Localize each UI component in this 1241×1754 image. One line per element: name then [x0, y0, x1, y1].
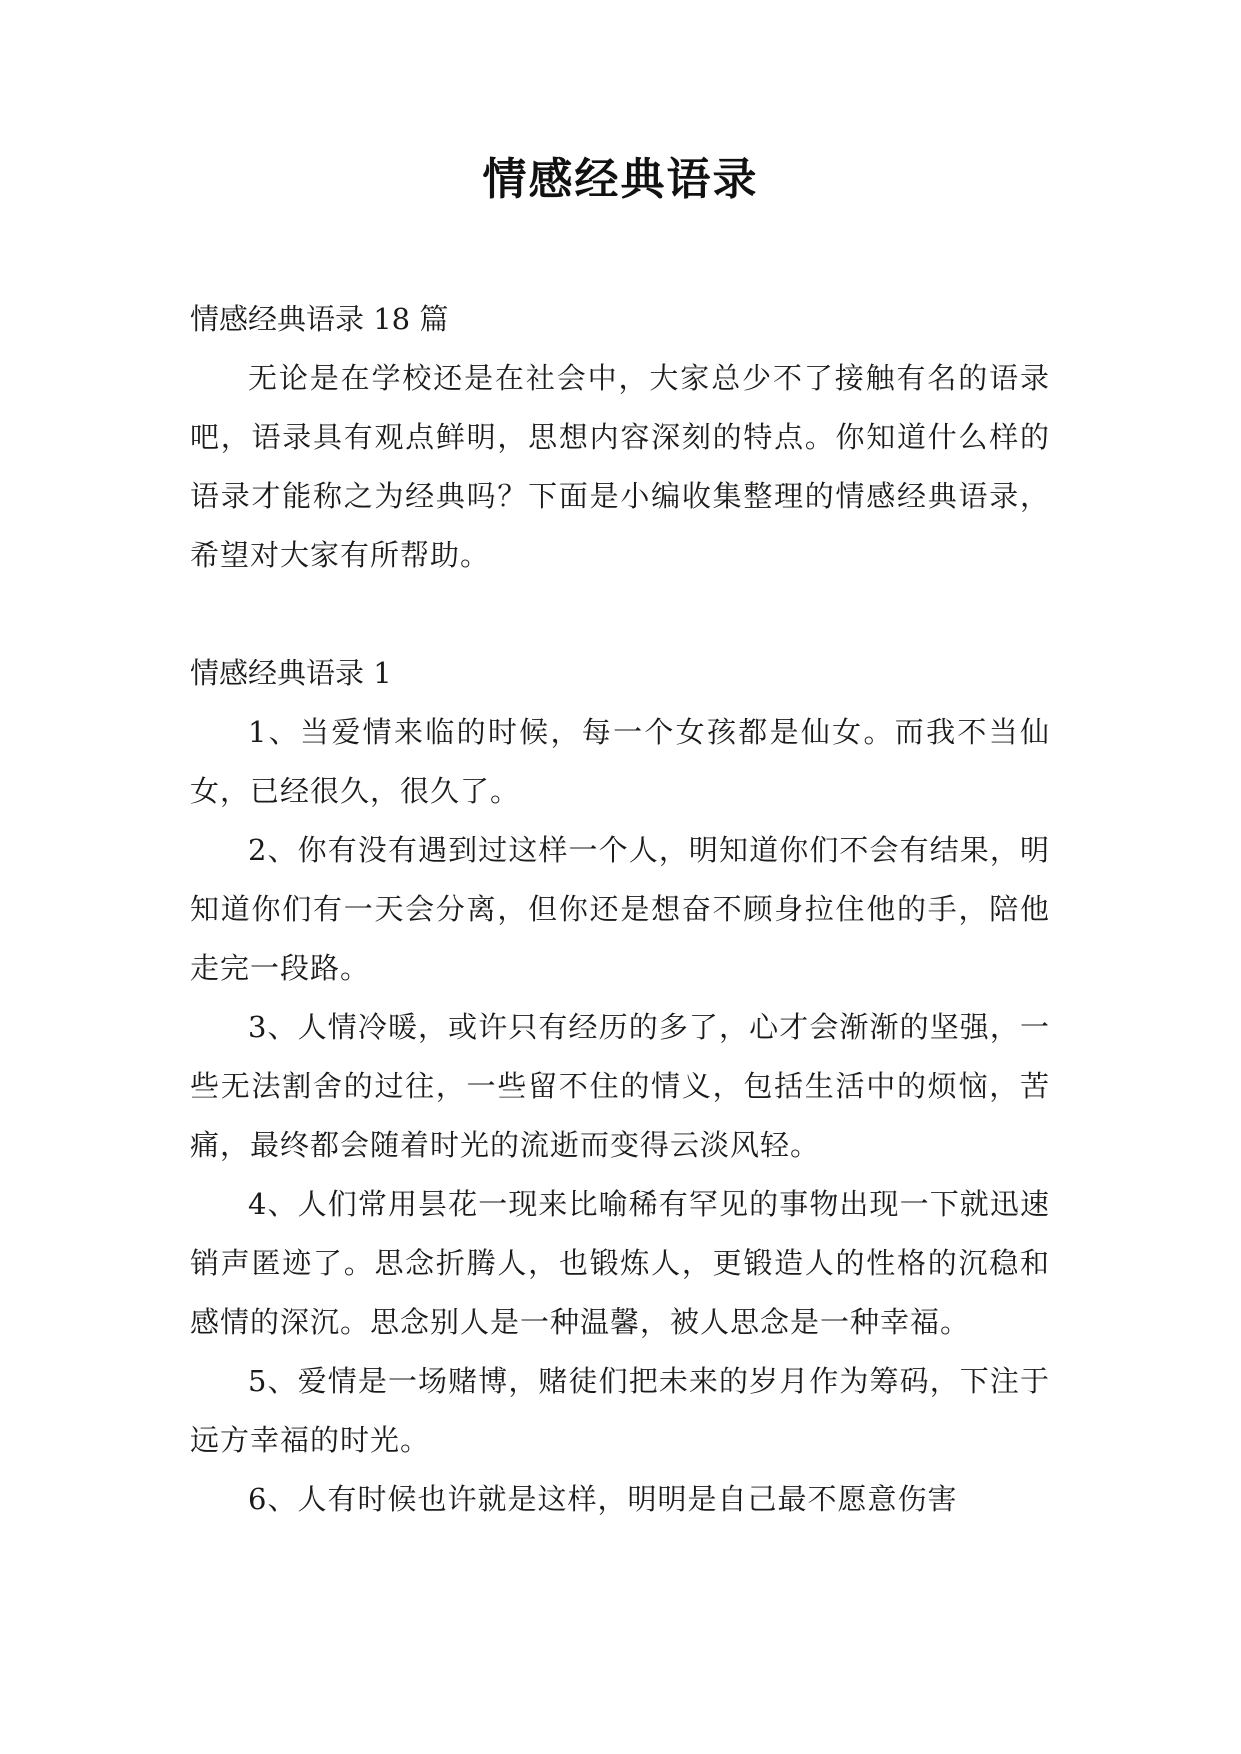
quote-item: 6、人有时候也许就是这样，明明是自己最不愿意伤害 [248, 1482, 958, 1516]
quote-item: 3、人情冷暖，或许只有经历的多了，心才会渐渐的坚强，一些无法割舍的过往，一些留不住的情义，包括生活中的烦恼，苦痛，最终都会随着时光的流逝而变得云淡风轻。 [190, 1010, 1050, 1162]
section-spacer [190, 585, 1050, 644]
quote-item: 4、人们常用昙花一现来比喻稀有罕见的事物出现一下就迅速销声匿迹了。思念折腾人，也锻炼人，更锻造人的性格的沉稳和感情的深沉。思念别人是一种温馨，被人思念是一种幸福。 [190, 1187, 1050, 1339]
section-heading: 情感经典语录 1 [190, 656, 392, 690]
document-body [190, 290, 1050, 1529]
quote-list [190, 703, 1050, 1529]
intro-paragraph: 无论是在学校还是在社会中，大家总少不了接触有名的语录吧，语录具有观点鲜明，思想内容深刻的特点。你知道什么样的语录才能称之为经典吗？下面是小编收集整理的情感经典语录，希望对大家有所帮助。 [190, 361, 1050, 572]
quote-item: 2、你有没有遇到过这样一个人，明知道你们不会有结果，明知道你们有一天会分离，但你还是想奋不顾身拉住他的手，陪他走完一段路。 [190, 833, 1050, 985]
quote-item: 1、当爱情来临的时候，每一个女孩都是仙女。而我不当仙女，已经很久，很久了。 [190, 715, 1050, 808]
document-title: 情感经典语录 [482, 154, 759, 205]
document-subtitle: 情感经典语录 18 篇 [190, 302, 449, 336]
quote-item: 5、爱情是一场赌博，赌徒们把未来的岁月作为筹码，下注于远方幸福的时光。 [190, 1364, 1050, 1457]
